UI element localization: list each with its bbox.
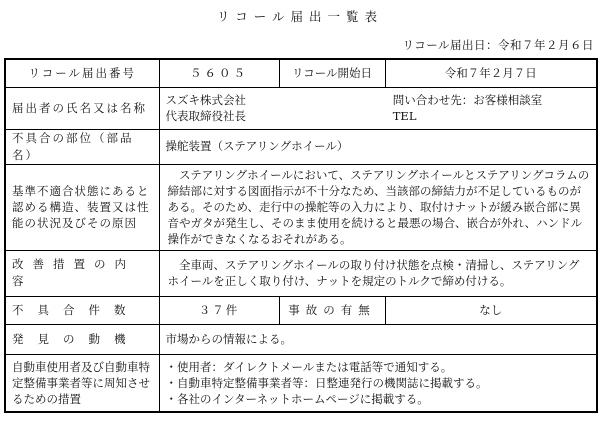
recall-number-label: リコール届出番号 [5, 59, 159, 87]
applicant-row [5, 87, 597, 129]
contact-info: 問い合わせ先：お客様相談室 [392, 93, 543, 107]
notification-label: 自動車使用者及び自動車特定整備事業者等に周知させるための措置 [5, 354, 159, 412]
recall-table [4, 58, 598, 413]
accident-label: 事故の有無 [279, 296, 385, 324]
notification-item: ・自動車特定整備事業者等：日整連発行の機関誌に掲載する。 [165, 375, 488, 390]
defect-part-value: 操舵装置（ステアリングホイール） [159, 129, 597, 164]
discovery-row [5, 324, 597, 354]
defect-count-label: 不具合件数 [5, 296, 159, 324]
notification-row [5, 354, 597, 412]
tel-info: TEL [392, 109, 417, 123]
condition-value: ステアリングホイールにおいて、ステアリングホイールとステアリングコラムの締結部に対する図面指示が不十分なため、当該部の締結力が不足しているものがある。そのため、走行中の操舵等の入力により、取付けナットが緩み嵌合部に異音やガタが発生し、そのまま使用を続けると最悪の場合、嵌合が外れ、ハンドル操作ができなくなるおそれがある。 [159, 164, 597, 250]
company-name: スズキ株式会社 [165, 93, 246, 107]
representative-title: 代表取締役社長 [165, 109, 246, 123]
recall-number-row [5, 59, 597, 87]
defect-part-row [5, 129, 597, 164]
applicant-value [159, 87, 597, 129]
recall-start-value: 令和７年２月７日 [385, 59, 597, 87]
measure-row [5, 250, 597, 296]
count-row [5, 296, 597, 324]
document-title: リコール届出一覧表 [216, 9, 383, 24]
notification-list [159, 354, 597, 412]
measure-value: 全車両、ステアリングホイールの取り付け状態を点検・清掃し、ステアリングホイールを正しく取り付け、ナットを規定のトルクで締め付ける。 [159, 250, 597, 296]
discovery-label: 発見の動機 [5, 324, 159, 354]
notification-item: ・使用者：ダイレクトメールまたは電話等で通知する。 [165, 359, 453, 374]
defect-part-label: 不具合の部位（部品名） [5, 129, 159, 164]
recall-start-label: リコール開始日 [279, 59, 385, 87]
filing-date: リコール届出日：令和７年２月６日 [402, 38, 594, 52]
recall-number-value: ５６０５ [159, 59, 279, 87]
measure-label: 改善措置の内容 [5, 250, 159, 296]
discovery-value: 市場からの情報による。 [159, 324, 597, 354]
notification-item: ・各社のインターネットホームページに掲載する。 [165, 391, 429, 406]
defect-count-value: ３７件 [159, 296, 279, 324]
condition-row [5, 164, 597, 250]
accident-value: なし [385, 296, 597, 324]
condition-label: 基準不適合状態にあると認める構造、装置又は性能の状況及びその原因 [5, 164, 159, 250]
applicant-label: 届出者の氏名又は名称 [5, 87, 159, 129]
